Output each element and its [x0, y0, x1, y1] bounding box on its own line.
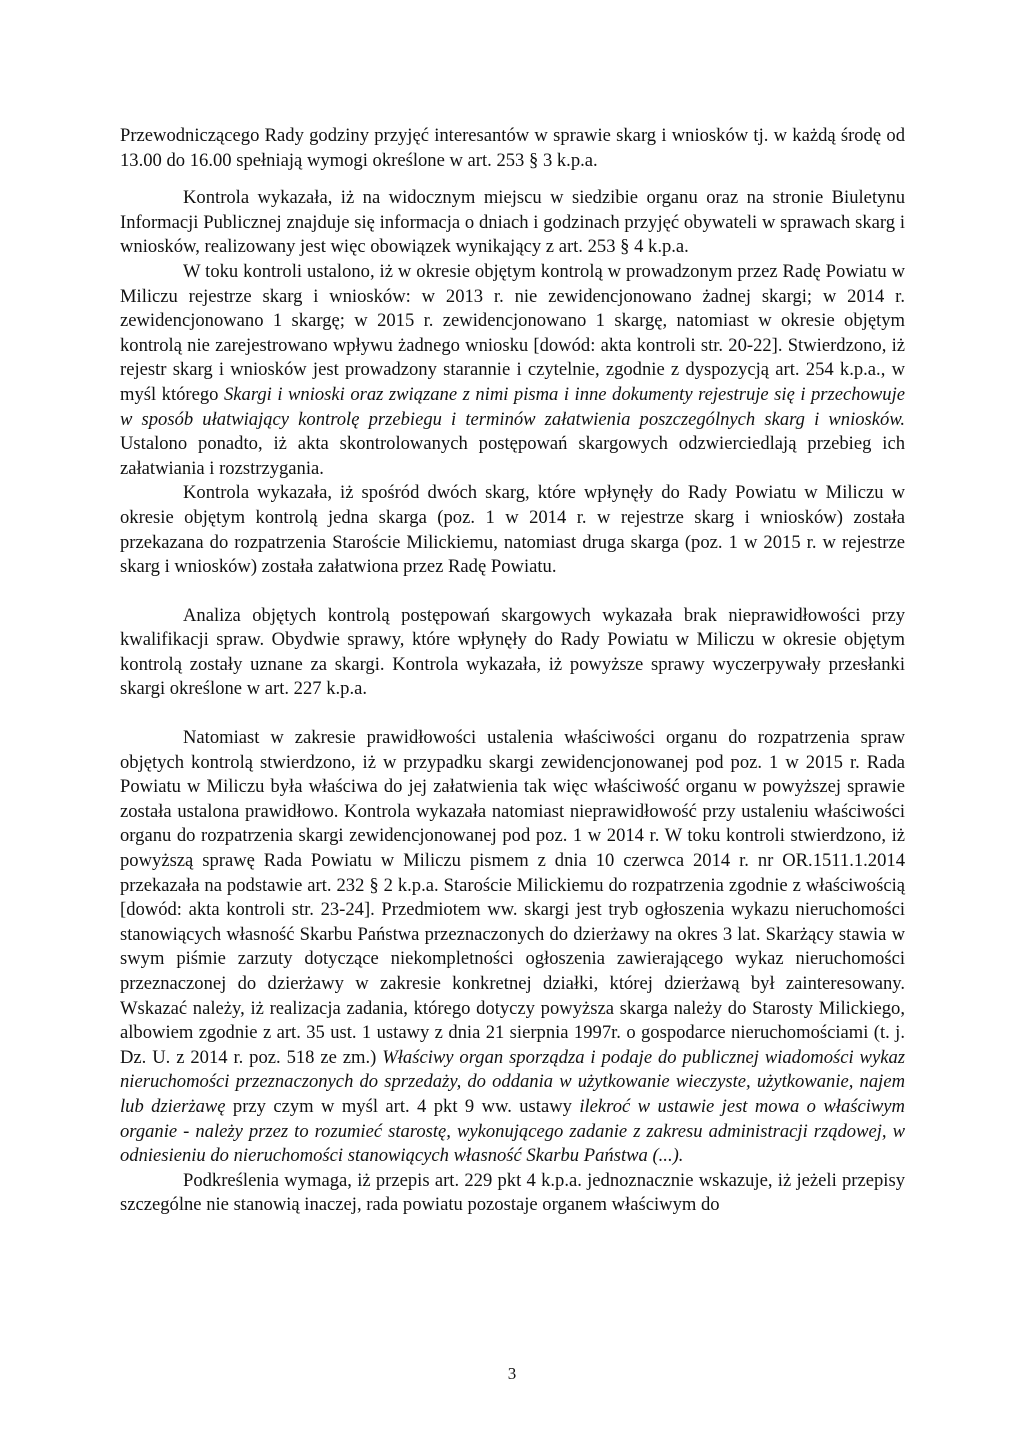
quoted-text: ilekroć w ustawie jest mowa o właściwym organie - należy przez to rozumieć starostę, wykonującego zadanie z zakresu administracji rządowej, w odniesieniu do nieruchomości stanowiących własność Skarbu Państwa (...). [120, 1095, 905, 1167]
paragraph [120, 726, 905, 1169]
paragraph-text: Podkreślenia wymaga, iż przepis art. 229 pkt 4 k.p.a. jednoznacznie wskazuje, iż jeżeli przepisy szczególne nie stanowią inaczej, rada powiatu pozostaje organem właściwym do [120, 1169, 905, 1216]
paragraph [120, 124, 905, 173]
paragraph-text: Ustalono ponadto, iż akta skontrolowanych postępowań skargowych odzwierciedlają przebieg ich załatwiania i rozstrzygania. [120, 433, 905, 479]
paragraph [120, 481, 905, 579]
paragraph-text: Kontrola wykazała, iż na widocznym miejscu w siedzibie organu oraz na stronie Biuletynu Informacji Publicznej znajduje się informacja o dniach i godzinach przyjęć obywateli w sprawach skarg i wniosków, realizowany jest więc obowiązek wynikający z art. 253 § 4 k.p.a. [120, 187, 905, 258]
document-body [120, 124, 905, 1218]
paragraph-text: Kontrola wykazała, iż spośród dwóch skarg, które wpłynęły do Rady Powiatu w Miliczu w okresie objętym kontrolą jedna skarga (poz. 1 w 2014 r. w rejestrze skarg i wniosków) została przekazana do rozpatrzenia Staroście Milickiemu, natomiast druga skarga (poz. 1 w 2015 r. w rejestrze skarg i wniosków) została załatwiona przez Radę Powiatu. [120, 482, 905, 578]
quoted-text: Skargi i wnioski oraz związane z nimi pisma i inne dokumenty rejestruje się i przechowuje w sposób ułatwiający kontrolę przebiegu i terminów załatwienia poszczególnych skarg i wniosków. [120, 383, 905, 430]
paragraph-text: przy czym w myśl art. 4 pkt 9 ww. ustawy [225, 1095, 580, 1117]
paragraph [120, 604, 905, 702]
quoted-text: Właściwy organ sporządza i podaje do publicznej wiadomości wykaz nieruchomości przeznaczonych do sprzedaży, do oddania w użytkowanie wieczyste, użytkowanie, najem lub dzierżawę [120, 1046, 905, 1117]
paragraph [120, 1169, 905, 1218]
page-number: 3 [507, 1364, 517, 1383]
paragraph-text: Przewodniczącego Rady godziny przyjęć interesantów w sprawie skarg i wniosków tj. w każdą środę od 13.00 do 16.00 spełniają wymogi określone w art. 253 § 3 k.p.a. [120, 125, 905, 171]
paragraph-text: Natomiast w zakresie prawidłowości ustalenia właściwości organu do rozpatrzenia spraw objętych kontrolą stwierdzono, iż w przypadku skargi zewidencjonowanej pod poz. 1 w 2015 r. Rada Powiatu w Miliczu była właściwa do jej załatwienia tak więc właściwość organu w powyższej sprawie została ustalona prawidłowo. Kontrola wykazała natomiast nieprawidłowość przy ustaleniu właściwości organu do rozpatrzenia skargi zewidencjonowanej pod poz. 1 w 2014 r. W toku kontroli stwierdzono, iż powyższą sprawę Rada Powiatu w Miliczu pismem z dnia 10 czerwca 2014 r. nr OR.1511.1.2014 przekazała na podstawie art. 232 § 2 k.p.a. Staroście Milickiemu do rozpatrzenia zgodnie z właściwością [dowód: akta kontroli str. 23-24]. Przedmiotem ww. skargi jest tryb ogłoszenia wykazu nieruchomości stanowiących własność Skarbu Państwa przeznaczonych do dzierżawy na okres 3 lat. Skarżący stawia w swym piśmie zarzuty dotyczące niekompletności ogłoszenia zawierającego wykaz nieruchomości przeznaczonej do dzierżawy w zakresie konkretnej działki, której dzierżawą był zainteresowany. Wskazać należy, iż realizacja zadania, którego dotyczy powyższa skarga należy do Starosty Milickiego, albowiem zgodnie z art. 35 ust. 1 ustawy z dnia 21 sierpnia 1997r. o gospodarce nieruchomościami (t. j. Dz. U. z 2014 r. poz. 518 ze zm.) [120, 727, 905, 1068]
paragraph [120, 186, 905, 260]
paragraph-text: Analiza objętych kontrolą postępowań skargowych wykazała brak nieprawidłowości przy kwalifikacji spraw. Obydwie sprawy, które wpłynęły do Rady Powiatu w Miliczu w okresie objętym kontrolą zostały uznane za skargi. Kontrola wykazała, iż powyższe sprawy wyczerpywały przesłanki skargi określone w art. 227 k.p.a. [120, 604, 905, 700]
paragraph [120, 260, 905, 481]
paragraph-text: W toku kontroli ustalono, iż w okresie objętym kontrolą w prowadzonym przez Radę Powiatu w Miliczu rejestrze skarg i wniosków: w 2013 r. nie zewidencjonowano żadnej skargi; w 2014 r. zewidencjonowano 1 skargę; w 2015 r. zewidencjonowano 1 skargę, natomiast w okresie objętym kontrolą nie zarejestrowano wpływu żadnego wniosku [dowód: akta kontroli str. 20-22]. Stwierdzono, iż rejestr skarg i wniosków jest prowadzony starannie i czytelnie, zgodnie z dyspozycją art. 254 k.p.a., w myśl którego [120, 260, 905, 405]
